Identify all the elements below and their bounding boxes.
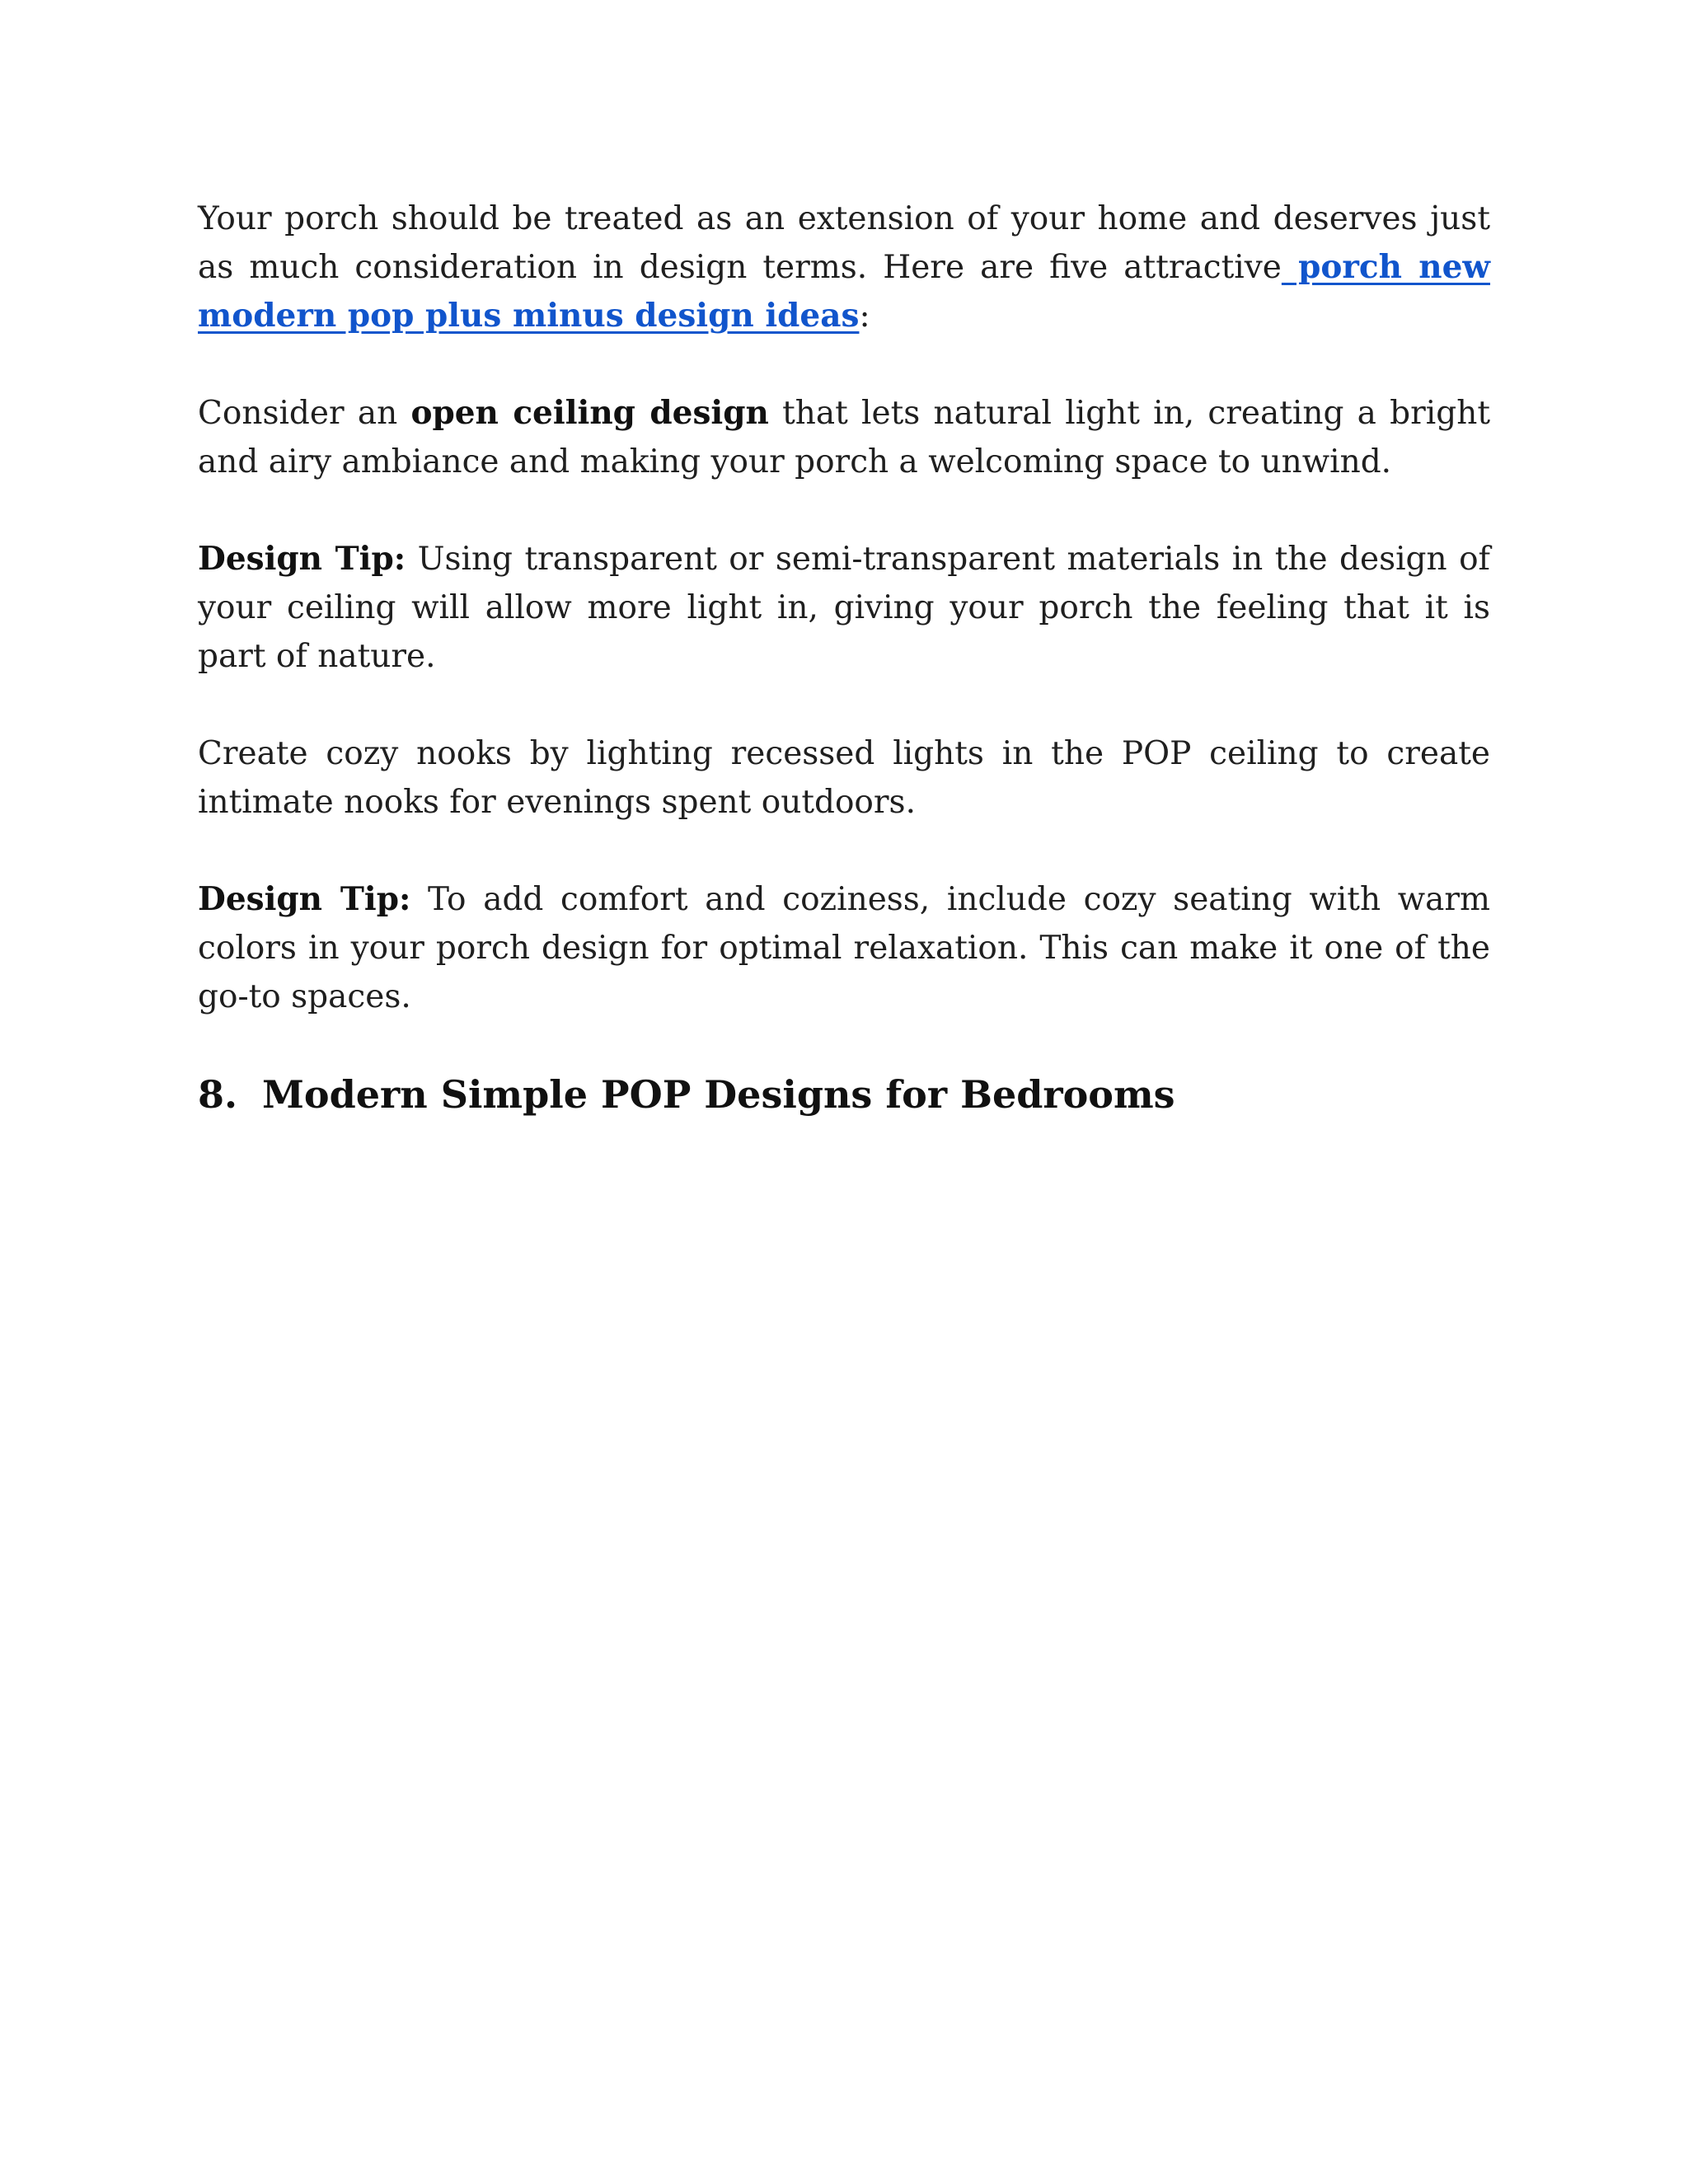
intro-text: Your porch should be treated as an extension of your home and deserves just as much consideration in design terms. Here are five attractive — [198, 200, 1490, 286]
section-title: Modern Simple POP Designs for Bedrooms — [262, 1072, 1175, 1117]
cozy-nooks-text: Create cozy nooks by lighting recessed lights in the POP ceiling to create intimate nooks for evenings spent outdoors. — [198, 735, 1490, 821]
intro-colon: : — [859, 298, 870, 335]
document-body — [198, 194, 1490, 1120]
design-tip-label-1: Design Tip: — [198, 540, 406, 578]
section-heading — [198, 1069, 1490, 1120]
open-ceiling-bold: open ceiling design — [410, 394, 769, 432]
design-tip-text-1: Using transparent or semi-transparent materials in the design of your ceiling will allow more light in, giving your porch the feeling that it is part of nature. — [198, 541, 1490, 675]
open-ceiling-lead: Consider an — [198, 395, 411, 432]
porch-design-ideas-link[interactable]: porch new modern pop plus minus design ideas — [198, 248, 1491, 335]
open-ceiling-paragraph — [198, 389, 1490, 486]
intro-paragraph — [198, 194, 1490, 340]
section-number: 8. — [198, 1072, 238, 1117]
design-tip-paragraph-1 — [198, 535, 1490, 681]
design-tip-label-2: Design Tip: — [198, 880, 411, 918]
cozy-nooks-paragraph — [198, 729, 1490, 827]
open-ceiling-rest: that lets natural light in, creating a bright and airy ambiance and making your porch a welcoming space to unwind. — [198, 395, 1491, 480]
design-tip-paragraph-2 — [198, 875, 1490, 1021]
design-tip-text-2: To add comfort and coziness, include cozy seating with warm colors in your porch design for optimal relaxation. This can make it one of the go-to spaces. — [198, 881, 1490, 1015]
